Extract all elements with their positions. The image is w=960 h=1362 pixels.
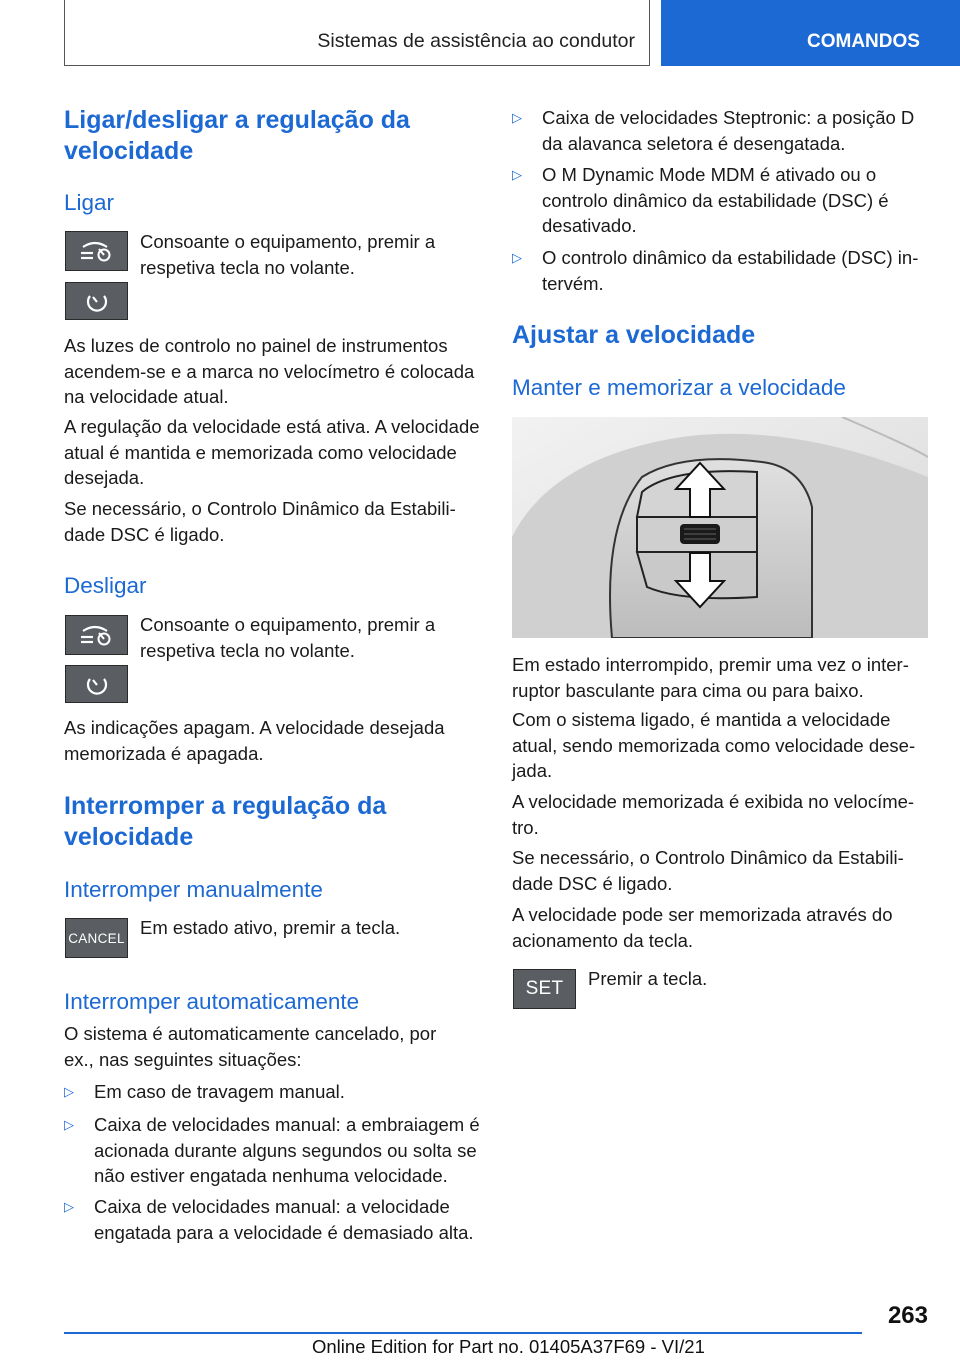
heading-auto: Interromper automaticamente xyxy=(64,989,360,1014)
header-section-box xyxy=(64,0,650,66)
on-paragraph-3: Se necessário, o Controlo Dinâmico da Estabilidade DSC é ligado. xyxy=(64,498,456,545)
cruise-control-icon xyxy=(77,239,117,263)
adjust-paragraph-4: Se necessário, o Controlo Dinâmico da Estabilidade DSC é ligado. xyxy=(512,847,904,894)
footer-edition: Online Edition for Part no. 01405A37F69 - VI/21 xyxy=(312,1336,705,1357)
set-instruction: Premir a tecla. xyxy=(588,968,708,989)
set-key-label: SET xyxy=(525,978,564,999)
adjust-paragraph-2: Com o sistema ligado, é mantida a velocidade atual, sendo memorizada como velocidade desejada. xyxy=(512,709,916,781)
footer-divider xyxy=(64,1332,862,1334)
speed-limiter-key-1 xyxy=(65,282,128,320)
heading-off: Desligar xyxy=(64,573,147,598)
off-paragraph-1: As indicações apagam. A velocidade desejada memorizada é apagada. xyxy=(64,717,445,764)
heading-adjust: Ajustar a velocidade xyxy=(512,321,756,349)
heading-on: Ligar xyxy=(64,190,115,215)
triangle-bullet-icon: ▷ xyxy=(512,110,522,125)
heading-on-off: Ligar/desligar a regulação da velocidade xyxy=(64,106,410,165)
auto-paragraph: O sistema é automaticamente cancelado, por ex., nas seguintes situações: xyxy=(64,1023,437,1070)
set-key xyxy=(513,969,576,1009)
manual-instruction: Em estado ativo, premir a tecla. xyxy=(140,917,401,938)
triangle-bullet-icon: ▷ xyxy=(512,250,522,265)
adjust-paragraph-1: Em estado interrompido, premir uma vez o interruptor basculante para cima ou para baixo. xyxy=(512,654,909,701)
triangle-bullet-icon: ▷ xyxy=(64,1199,74,1214)
heading-manual: Interromper manualmente xyxy=(64,877,323,902)
speed-limiter-icon xyxy=(84,671,110,697)
page-number: 263 xyxy=(887,1302,928,1329)
steering-wheel-image xyxy=(512,417,928,638)
off-instruction: Consoante o equipamento, premir a respetiva tecla no volante. xyxy=(140,614,436,661)
on-paragraph-1: As luzes de controlo no painel de instrumentos acendem-se e a marca no velocímetro é colocada na velocidade atual. xyxy=(64,335,475,407)
header-chapter-title: COMANDOS xyxy=(807,31,920,52)
cruise-control-key-1 xyxy=(65,231,128,271)
triangle-bullet-icon: ▷ xyxy=(64,1084,74,1099)
heading-interrupt: Interromper a regulação da velocidade xyxy=(64,792,387,851)
heading-keep: Manter e memorizar a velocidade xyxy=(512,375,846,400)
on-instruction: Consoante o equipamento, premir a respetiva tecla no volante. xyxy=(140,231,436,278)
speed-limiter-icon xyxy=(84,288,110,314)
on-paragraph-2: A regulação da velocidade está ativa. A velocidade atual é mantida e memorizada como velocidade desejada. xyxy=(64,416,480,488)
cruise-control-icon xyxy=(77,623,117,647)
header-chapter-tab xyxy=(661,0,960,66)
adjust-paragraph-5: A velocidade pode ser memorizada através do acionamento da tecla. xyxy=(512,904,893,951)
triangle-bullet-icon: ▷ xyxy=(64,1117,74,1132)
cruise-control-key-2 xyxy=(65,615,128,655)
adjust-paragraph-3: A velocidade memorizada é exibida no velocímetro. xyxy=(512,791,915,838)
cancel-key xyxy=(65,918,128,958)
speed-limiter-key-2 xyxy=(65,665,128,703)
cancel-key-label: CANCEL xyxy=(68,930,125,946)
triangle-bullet-icon: ▷ xyxy=(512,167,522,182)
header-section-title: Sistemas de assistência ao condutor xyxy=(317,30,635,52)
